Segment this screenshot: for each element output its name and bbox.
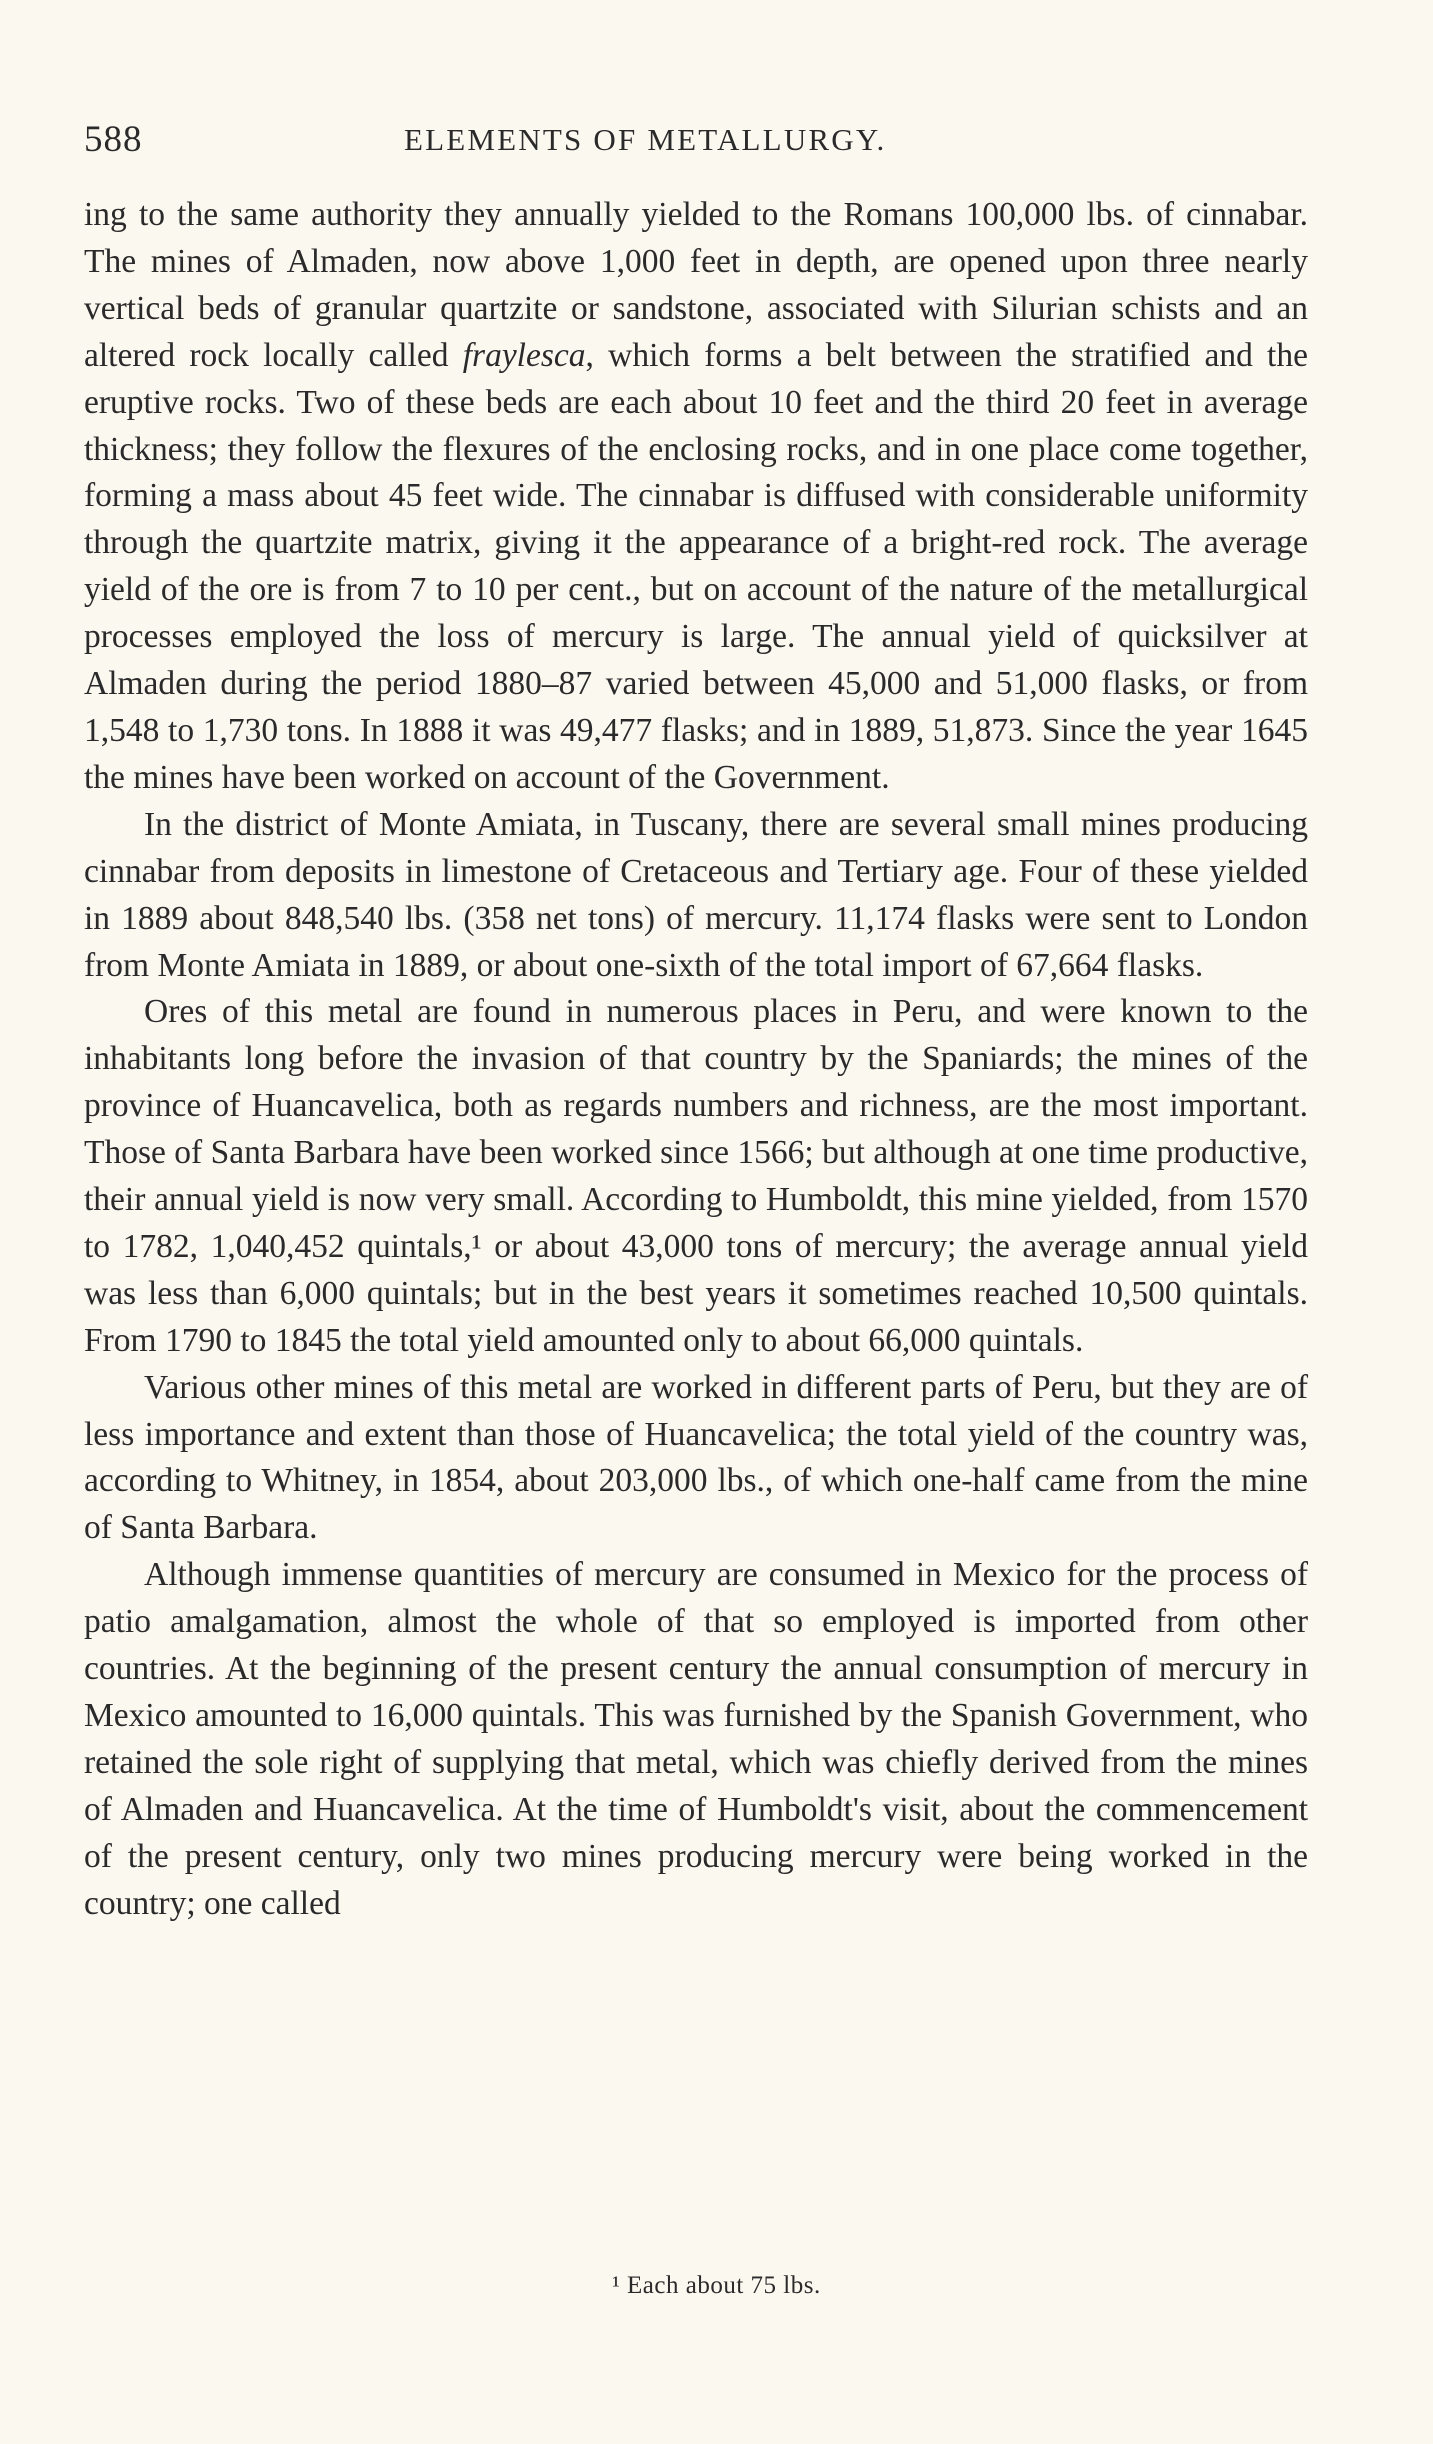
paragraph-peru: Ores of this metal are found in numerous places in Peru, and were known to the inhabitants long before the invasion of that country by the Spaniards; the mines of the province of Huancavelica, both as regards numbers and richness, are the most important. Those of Santa Barbara have been worked since 1566; but although at one time productive, their annual yield is now very small. According to Humboldt, this mine yielded, from 1570 to 1782, 1,040,452 quintals,¹ or about 43,000 tons of mercury; the average annual yield was less than 6,000 quintals; but in the best years it sometimes reached 10,500 quintals. From 1790 to 1845 the total yield amounted only to about 66,000 quintals. [84, 993, 1308, 1359]
page-header [84, 118, 1308, 168]
footnote: ¹ Each about 75 lbs. [612, 2272, 821, 2299]
paragraph-mexico: Although immense quantities of mercury are consumed in Mexico for the process of patio amalgamation, almost the whole of that so employed is imported from other countries. At the beginning of the present century the annual consumption of mercury in Mexico amounted to 16,000 quintals. This was furnished by the Spanish Government, who retained the sole right of supplying that metal, which was chiefly derived from the mines of Almaden and Huancavelica. At the time of Humboldt's visit, about the commencement of the present century, only two mines producing mercury were being worked in the country; one called [84, 1556, 1308, 1922]
paragraph-peru-other-mines: Various other mines of this metal are worked in different parts of Peru, but they are of less importance and extent than those of Huancavelica; the total yield of the country was, according to Whitney, in 1854, about 203,000 lbs., of which one-half came from the mine of Santa Barbara. [84, 1368, 1308, 1547]
paragraph-monte-amiata: In the district of Monte Amiata, in Tuscany, there are several small mines producing cinnabar from deposits in limestone of Cretaceous and Tertiary age. Four of these yielded in 1889 about 848,540 lbs. (358 net tons) of mercury. 11,174 flasks were sent to London from Monte Amiata in 1889, or about one-sixth of the total import of 67,664 flasks. [84, 805, 1308, 984]
page-number: 588 [84, 119, 143, 160]
body-text [84, 192, 1308, 1928]
running-title: ELEMENTS OF METALLURGY. [404, 122, 887, 157]
italic-term: fraylesca [462, 336, 586, 374]
paragraph-almaden: ing to the same authority they annually yielded to the Romans 100,000 lbs. of cinnabar. The mines of Almaden, now above 1,000 feet in depth, are opened upon three nearly vertical beds of granular quartzite or sandstone, associated with Silurian schists and an altered rock locally called fraylesca, which forms a belt between the stratified and the eruptive rocks. Two of these beds are each about 10 feet and the third 20 feet in average thickness; they follow the flexures of the enclosing rocks, and in one place come together, forming a mass about 45 feet wide. The cinnabar is diffused with considerable uniformity through the quartzite matrix, giving it the appearance of a bright-red rock. The average yield of the ore is from 7 to 10 per cent., but on account of the nature of the metallurgical processes employed the loss of mercury is large. The annual yield of quicksilver at Almaden during the period 1880–87 varied between 45,000 and 51,000 flasks, or from 1,548 to 1,730 tons. In 1888 it was 49,477 flasks; and in 1889, 51,873. Since the year 1645 the mines have been worked on account of the Government. [84, 196, 1308, 796]
